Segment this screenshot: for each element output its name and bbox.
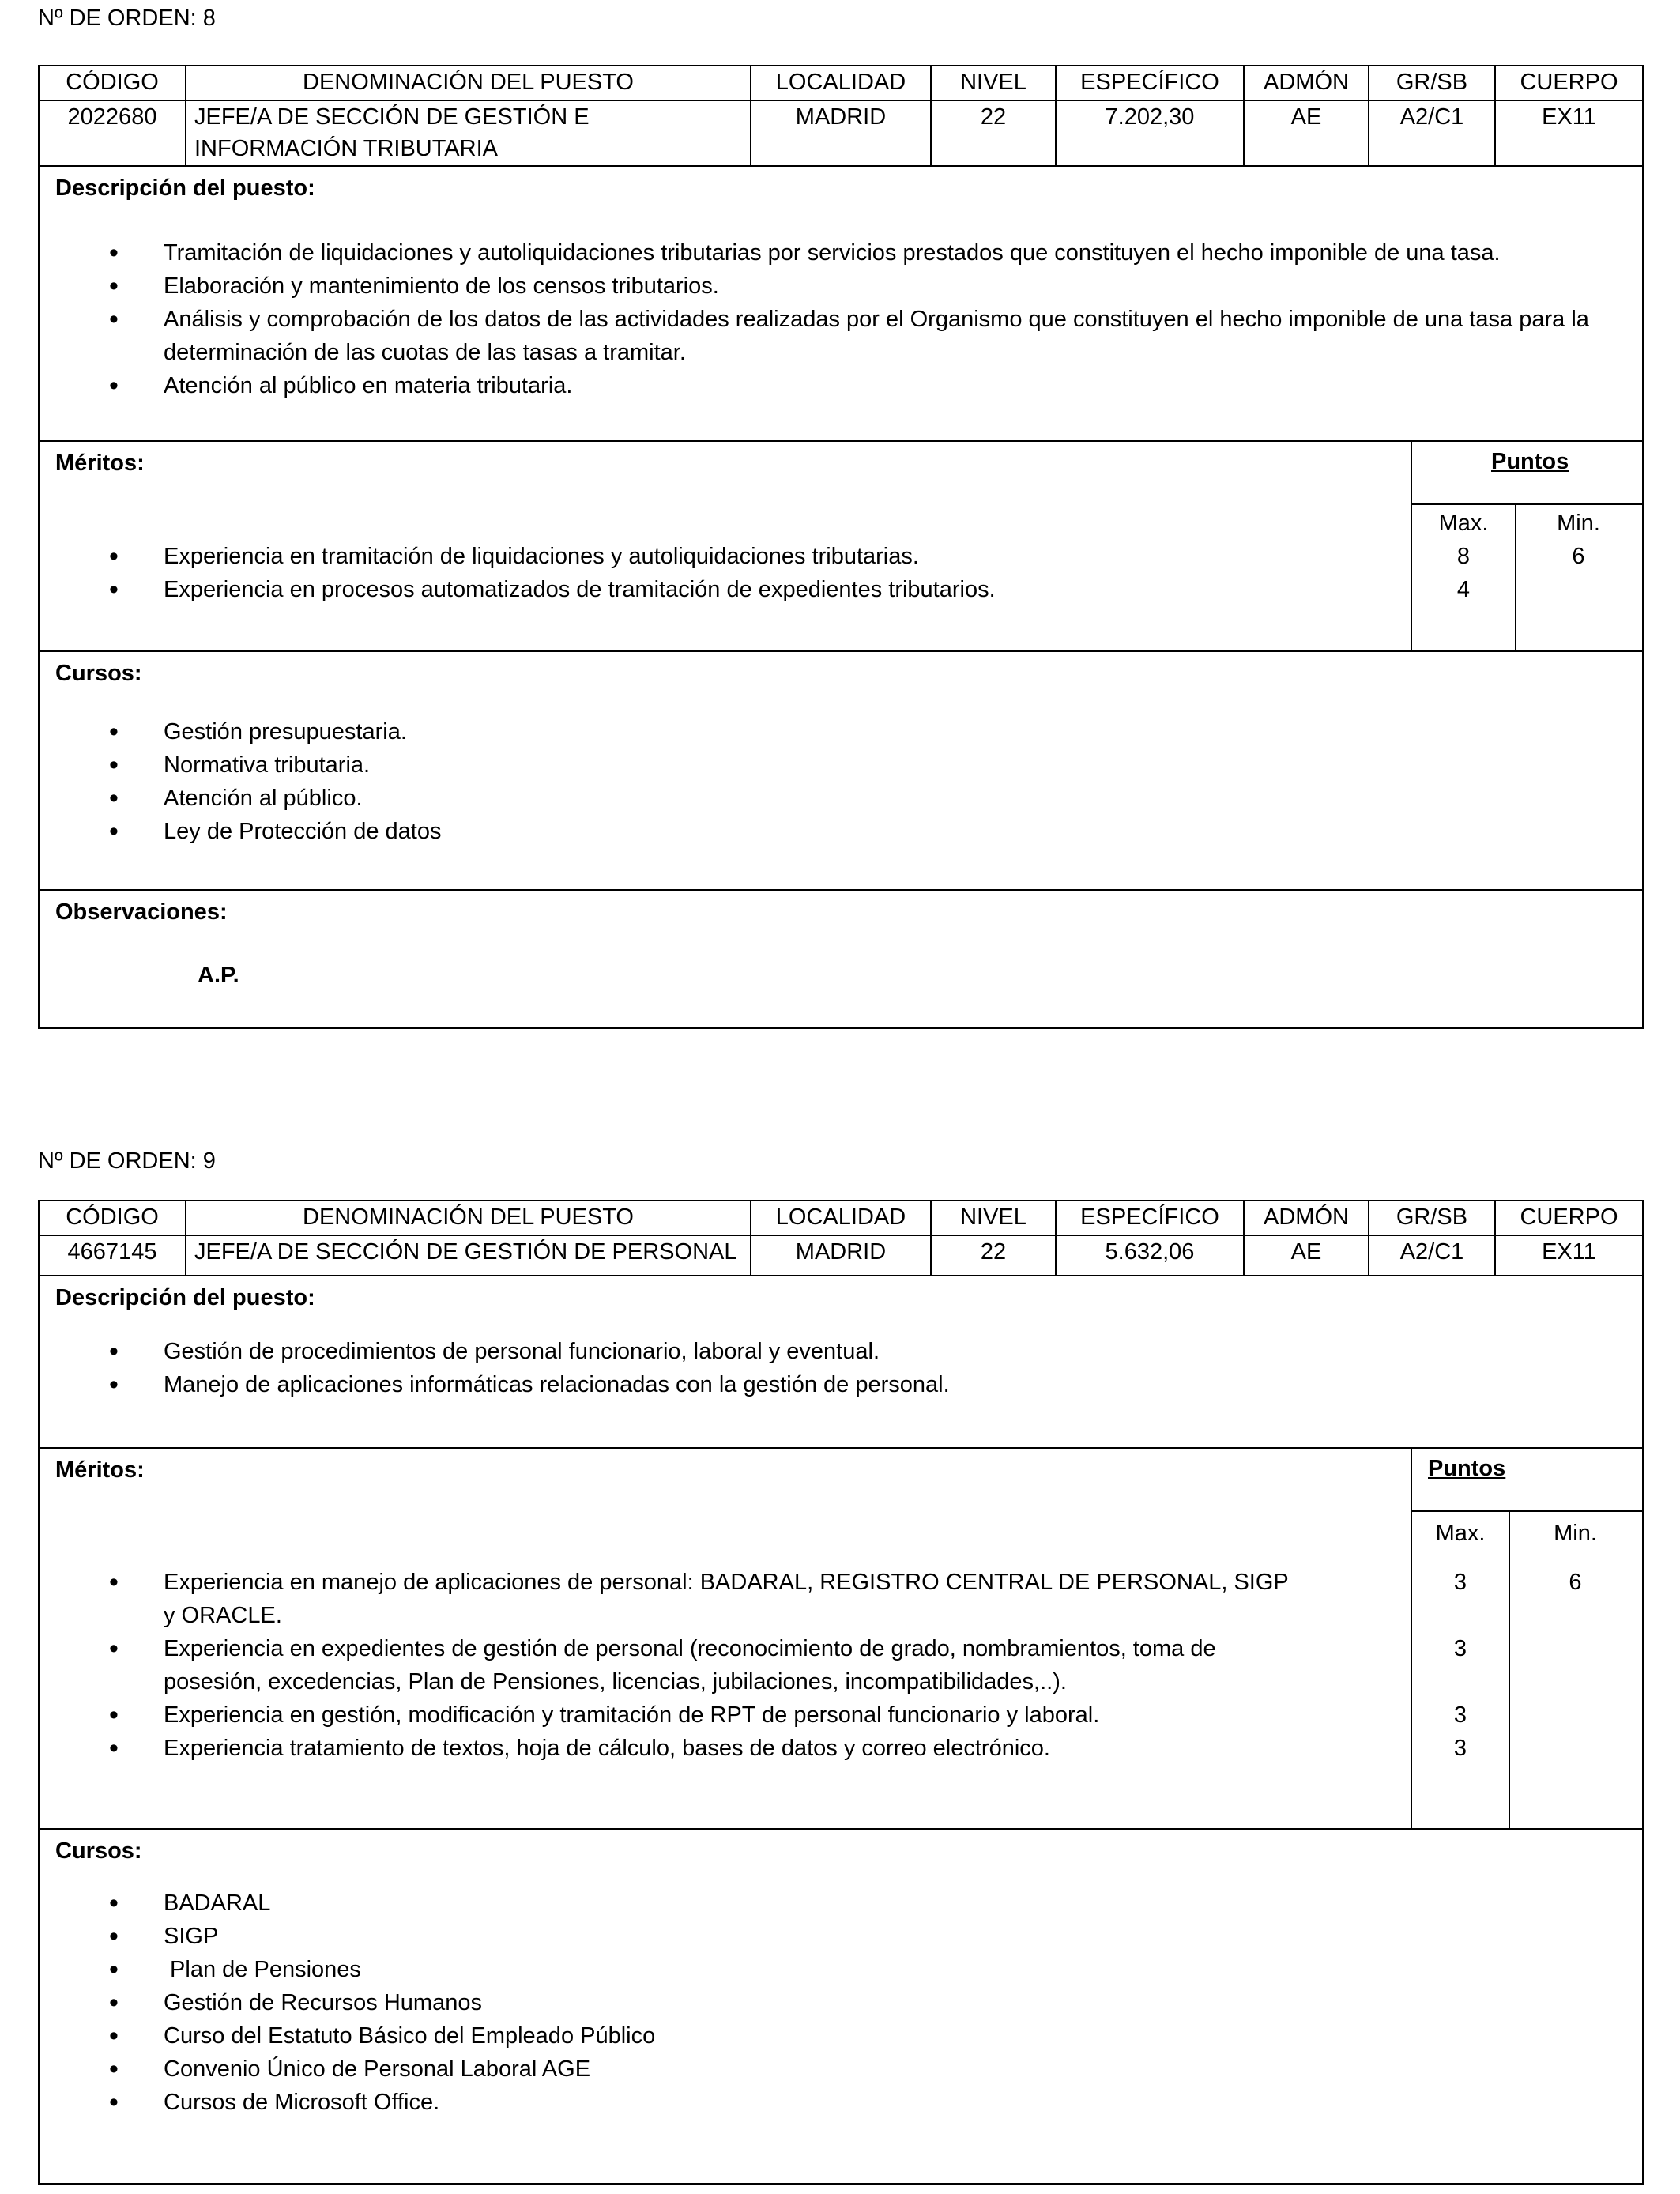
cursos-title: Cursos: xyxy=(55,1838,142,1864)
denominacion-line-2: INFORMACIÓN TRIBUTARIA xyxy=(194,136,498,161)
meritos-title: Méritos: xyxy=(55,1457,145,1483)
list-item: • SIGP xyxy=(40,1920,1642,1953)
header-denominacion: DENOMINACIÓN DEL PUESTO xyxy=(186,66,751,100)
puesto-9-header-table xyxy=(40,1201,1642,1275)
cuerpo-value: EX11 xyxy=(1542,1239,1596,1265)
nivel-value: 22 xyxy=(931,100,1056,165)
list-item: • Elaboración y mantenimiento de los censos tributarios. xyxy=(40,270,1642,303)
grsb-value: A2/C1 xyxy=(1369,100,1495,165)
meritos-section xyxy=(40,440,1642,650)
list-item: • Normativa tributaria. xyxy=(40,748,1642,782)
puesto-8-card xyxy=(38,65,1644,1029)
puntos-divider xyxy=(1412,503,1642,505)
orden-8-label: Nº DE ORDEN: 8 xyxy=(38,6,216,31)
admon-value: AE xyxy=(1244,100,1369,165)
max-header: Max. xyxy=(1435,1521,1486,1546)
puntos-divider xyxy=(1412,1510,1642,1512)
list-item: • Experiencia en tramitación de liquidaciones y autoliquidaciones tributarias. xyxy=(40,540,1413,573)
max-header: Max. xyxy=(1438,511,1489,536)
header-admon: ADMÓN xyxy=(1244,1201,1369,1235)
list-item: • Manejo de aplicaciones informáticas relacionadas con la gestión de personal. xyxy=(40,1368,1642,1401)
list-item: • Plan de Pensiones xyxy=(40,1953,1642,1986)
list-item: • Gestión presupuestaria. xyxy=(40,715,1642,748)
list-item: • Cursos de Microsoft Office. xyxy=(40,2086,1642,2119)
localidad-value: MADRID xyxy=(751,1235,931,1275)
descripcion-title: Descripción del puesto: xyxy=(55,175,315,201)
grsb-value: A2/C1 xyxy=(1369,1235,1495,1275)
header-localidad: LOCALIDAD xyxy=(751,1201,931,1235)
descripcion-section xyxy=(40,165,1642,440)
header-nivel: NIVEL xyxy=(931,1201,1056,1235)
cursos-list xyxy=(40,1887,1642,2119)
puntos-column xyxy=(1411,1449,1642,1828)
header-codigo: CÓDIGO xyxy=(40,1201,186,1235)
header-grsb: GR/SB xyxy=(1369,66,1495,100)
especifico-value: 5.632,06 xyxy=(1056,1235,1244,1275)
list-item: • Experiencia en procesos automatizados de tramitación de expedientes tributarios. xyxy=(40,573,1413,606)
data-row xyxy=(40,1235,1642,1275)
list-item: • Experiencia en gestión, modificación y tramitación de RPT de personal funcionario y laboral. xyxy=(40,1698,1326,1732)
cursos-list xyxy=(40,715,1642,848)
puesto-8-header-table xyxy=(40,66,1642,165)
list-item: • Ley de Protección de datos xyxy=(40,815,1642,848)
list-item: • Experiencia en manejo de aplicaciones de personal: BADARAL, REGISTRO CENTRAL DE PERSONAL, SIGP y ORACLE. xyxy=(40,1566,1326,1632)
denominacion-value: JEFE/A DE SECCIÓN DE GESTIÓN DE PERSONAL xyxy=(186,1235,751,1275)
cursos-section xyxy=(40,650,1642,889)
cuerpo-value: EX11 xyxy=(1542,104,1596,130)
header-localidad: LOCALIDAD xyxy=(751,66,931,100)
header-grsb: GR/SB xyxy=(1369,1201,1495,1235)
admon-value: AE xyxy=(1244,1235,1369,1275)
list-item: • Gestión de procedimientos de personal funcionario, laboral y eventual. xyxy=(40,1335,1642,1368)
min-value: 6 xyxy=(1569,1570,1582,1595)
nivel-value: 22 xyxy=(931,1235,1056,1275)
meritos-list xyxy=(40,1566,1326,1765)
codigo-value: 4667145 xyxy=(40,1235,186,1275)
header-nivel: NIVEL xyxy=(931,66,1056,100)
list-item: • Experiencia tratamiento de textos, hoja de cálculo, bases de datos y correo electrónico. xyxy=(40,1732,1326,1765)
localidad-value: MADRID xyxy=(751,100,931,165)
min-header: Min. xyxy=(1557,511,1600,536)
header-row xyxy=(40,1201,1642,1235)
header-admon: ADMÓN xyxy=(1244,66,1369,100)
max-value: 3 xyxy=(1453,1636,1467,1661)
list-item: • Convenio Único de Personal Laboral AGE xyxy=(40,2053,1642,2086)
orden-9-label: Nº DE ORDEN: 9 xyxy=(38,1148,216,1174)
list-item: • Atención al público en materia tributaria. xyxy=(40,369,1642,402)
list-item: • Análisis y comprobación de los datos de las actividades realizadas por el Organismo que constituyen el hecho imponible de una tasa para la determinación de las cuotas de las tasas a tramitar. xyxy=(40,303,1642,369)
max-value: 3 xyxy=(1453,1702,1467,1728)
header-especifico: ESPECÍFICO xyxy=(1056,66,1244,100)
descripcion-list xyxy=(40,1335,1642,1401)
list-item: • Tramitación de liquidaciones y autoliquidaciones tributarias por servicios prestados que constituyen el hecho imponible de una tasa. xyxy=(40,236,1642,270)
min-header: Min. xyxy=(1554,1521,1597,1546)
puntos-column xyxy=(1411,442,1642,650)
max-value: 3 xyxy=(1453,1570,1467,1595)
codigo-value: 2022680 xyxy=(40,100,186,165)
header-row xyxy=(40,66,1642,100)
header-codigo: CÓDIGO xyxy=(40,66,186,100)
especifico-value: 7.202,30 xyxy=(1056,100,1244,165)
meritos-list xyxy=(40,540,1413,606)
denominacion-line-1: JEFE/A DE SECCIÓN DE GESTIÓN E xyxy=(194,104,590,130)
header-especifico: ESPECÍFICO xyxy=(1056,1201,1244,1235)
observaciones-title: Observaciones: xyxy=(55,899,228,925)
puntos-title: Puntos xyxy=(1491,449,1569,474)
observaciones-value: A.P. xyxy=(198,963,239,988)
cursos-title: Cursos: xyxy=(55,661,142,686)
observaciones-section xyxy=(40,889,1642,1023)
list-item: • Experiencia en expedientes de gestión de personal (reconocimiento de grado, nombramientos, toma de posesión, excedencias, Plan de Pensiones, licencias, jubilaciones, incompatibilidades,..). xyxy=(40,1632,1326,1698)
descripcion-section xyxy=(40,1275,1642,1447)
max-value: 4 xyxy=(1456,577,1471,602)
descripcion-title: Descripción del puesto: xyxy=(55,1285,315,1310)
cursos-section xyxy=(40,1828,1642,2177)
header-cuerpo: CUERPO xyxy=(1495,66,1642,100)
list-item: • Gestión de Recursos Humanos xyxy=(40,1986,1642,2019)
puntos-col-divider xyxy=(1509,1510,1510,1828)
max-value: 3 xyxy=(1453,1736,1467,1761)
list-item: • BADARAL xyxy=(40,1887,1642,1920)
descripcion-list xyxy=(40,236,1642,402)
data-row xyxy=(40,100,1642,165)
header-cuerpo: CUERPO xyxy=(1495,1201,1642,1235)
list-item: • Atención al público. xyxy=(40,782,1642,815)
min-value: 6 xyxy=(1572,544,1585,569)
puesto-9-card xyxy=(38,1200,1644,2185)
meritos-section xyxy=(40,1447,1642,1828)
max-value: 8 xyxy=(1456,544,1471,569)
puntos-title: Puntos xyxy=(1428,1456,1506,1481)
meritos-title: Méritos: xyxy=(55,450,145,476)
header-denominacion: DENOMINACIÓN DEL PUESTO xyxy=(186,1201,751,1235)
denominacion-value xyxy=(186,100,751,165)
list-item: • Curso del Estatuto Básico del Empleado Público xyxy=(40,2019,1642,2053)
